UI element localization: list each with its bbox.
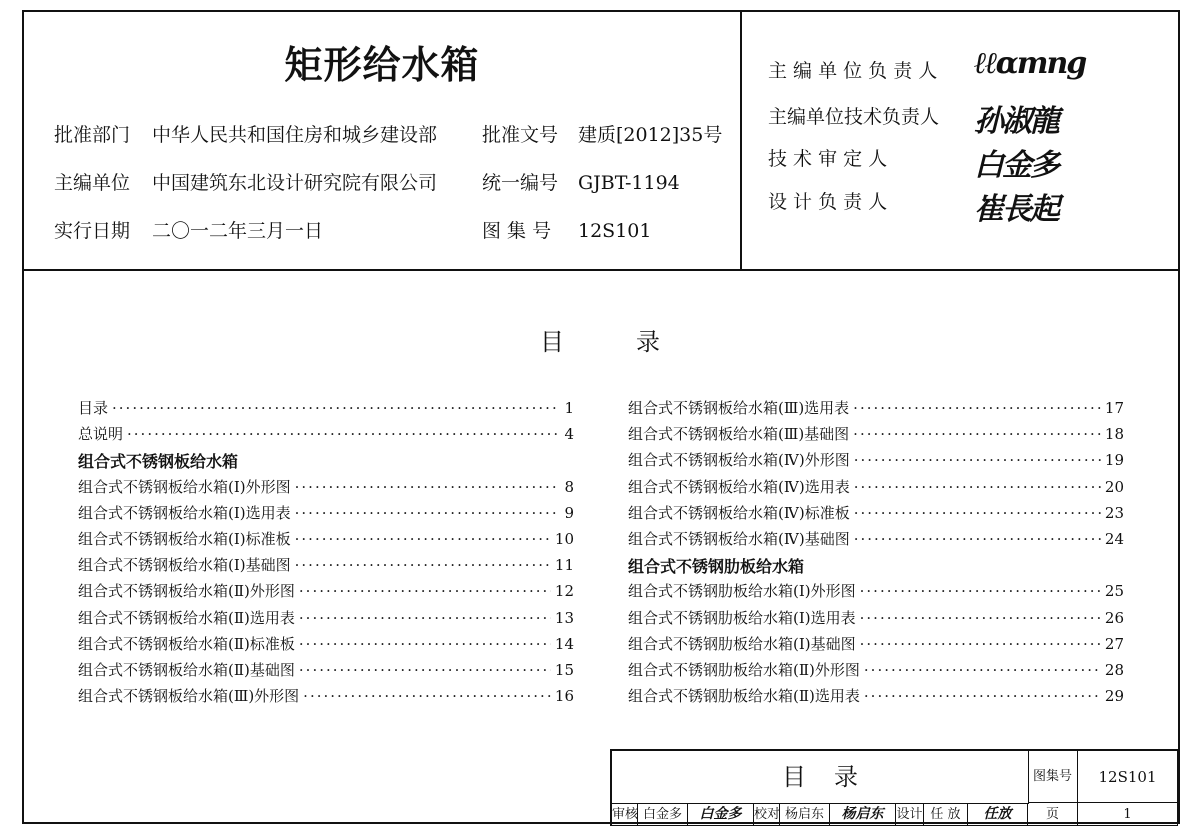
atlas-number-cell: 12S101 — [1078, 751, 1178, 803]
toc-entry[interactable] — [78, 659, 574, 685]
toc-entry-title: 组合式不锈钢肋板给水箱(Ⅰ)外形图 — [628, 582, 856, 601]
page-number-cell: 1 — [1078, 803, 1178, 826]
toc-entry-title: 组合式不锈钢板给水箱(Ⅲ)基础图 — [628, 425, 850, 444]
design-label: 设计 — [896, 803, 924, 826]
toc-column-right — [628, 397, 1124, 711]
signatory-row-1 — [768, 56, 968, 83]
toc-entry-title: 目录 — [78, 399, 109, 417]
toc-entry-page: 17 — [1104, 399, 1124, 417]
toc-leader-dots — [303, 687, 551, 705]
toc-leader-dots — [854, 478, 1101, 496]
toc-entry-page: 8 — [564, 477, 574, 496]
toc-entry-title: 组合式不锈钢板给水箱(Ⅳ)标准板 — [628, 503, 850, 522]
design-signature: 任放 — [968, 803, 1028, 826]
toc-leader-dots — [299, 635, 551, 653]
toc-heading-right: 录 — [636, 328, 660, 356]
toc-leader-dots — [864, 661, 1101, 679]
toc-entry[interactable] — [78, 476, 574, 502]
signature-2: 孙淑龍 — [974, 104, 1058, 139]
approval-info — [24, 12, 742, 269]
toc-leader-dots — [295, 478, 561, 496]
toc-leader-dots — [864, 687, 1101, 705]
toc-entry[interactable] — [628, 659, 1124, 685]
toc-entry-title: 组合式不锈钢板给水箱(Ⅰ)标准板 — [78, 529, 291, 548]
signatory-row-2 — [768, 102, 968, 129]
toc-leader-dots — [854, 451, 1101, 469]
toc-entry-title: 组合式不锈钢板给水箱(Ⅱ)外形图 — [78, 582, 295, 601]
toc-entry-title: 组合式不锈钢板给水箱(Ⅲ)外形图 — [78, 687, 300, 706]
document-title: 矩形给水箱 — [284, 43, 480, 87]
toc-entry-page: 27 — [1104, 634, 1124, 653]
page-label-cell: 页 — [1028, 803, 1078, 826]
signature-4: 崔長起 — [974, 192, 1058, 227]
toc-entry-page: 25 — [1104, 582, 1124, 601]
toc-entry-title: 组合式不锈钢板给水箱(Ⅳ)外形图 — [628, 451, 850, 470]
toc-leader-dots — [295, 504, 561, 522]
toc-entry-title: 组合式不锈钢肋板给水箱(Ⅰ)选用表 — [628, 608, 856, 627]
check-signature: 杨启东 — [830, 803, 896, 826]
toc-entry-title: 组合式不锈钢板给水箱(Ⅱ)选用表 — [78, 608, 295, 627]
toc-leader-dots — [299, 609, 551, 627]
unified-number-label: 统一编号 — [482, 172, 559, 194]
toc-entry-page: 14 — [554, 634, 574, 653]
toc-entry-title: 组合式不锈钢肋板给水箱(Ⅱ)选用表 — [628, 687, 860, 706]
toc-entry[interactable] — [628, 607, 1124, 633]
review-label: 审核 — [612, 803, 638, 826]
info-row-date — [54, 216, 651, 243]
atlas-number-value: 12S101 — [578, 220, 652, 242]
toc-entry[interactable] — [628, 685, 1124, 711]
toc-leader-dots — [853, 399, 1101, 417]
toc-entry[interactable] — [78, 502, 574, 528]
toc-entry-title: 组合式不锈钢板给水箱(Ⅰ)基础图 — [78, 556, 291, 575]
toc-entry-page: 10 — [554, 529, 574, 548]
toc-entry-title: 组合式不锈钢板给水箱(Ⅰ)选用表 — [78, 503, 291, 522]
check-name: 杨启东 — [780, 803, 830, 826]
toc-entry[interactable] — [78, 397, 574, 423]
toc-entry-title: 组合式不锈钢肋板给水箱(Ⅱ)外形图 — [628, 660, 860, 679]
toc-heading-left: 目 — [540, 328, 564, 356]
toc-leader-dots — [299, 661, 551, 679]
check-label: 校对 — [754, 803, 780, 826]
signatory-row-3 — [768, 144, 968, 171]
toc-entry-title: 组合式不锈钢板给水箱(Ⅱ)基础图 — [78, 660, 295, 679]
signatory-role: 技 术 审 定 人 — [768, 148, 888, 170]
signature-3: 白金多 — [974, 148, 1058, 183]
toc-entry-page: 23 — [1104, 503, 1124, 522]
title-block — [610, 749, 1180, 826]
toc-entry-page: 26 — [1104, 608, 1124, 627]
toc-leader-dots — [127, 425, 560, 443]
toc-entry[interactable] — [78, 685, 574, 711]
unified-number-value: GJBT-1194 — [578, 172, 680, 194]
toc-entry[interactable] — [628, 423, 1124, 449]
toc-leader-dots — [112, 399, 560, 417]
toc-leader-dots — [295, 556, 551, 574]
info-row-editor — [54, 168, 680, 195]
toc-entry[interactable] — [628, 397, 1124, 423]
toc-entry[interactable] — [78, 607, 574, 633]
toc-column-left — [78, 397, 574, 711]
signatory-row-4 — [768, 187, 968, 214]
toc-entry-page: 12 — [554, 582, 574, 601]
toc-entry-page: 29 — [1104, 687, 1124, 706]
toc-entry[interactable] — [628, 580, 1124, 606]
design-name: 任 放 — [924, 803, 968, 826]
toc-heading — [540, 322, 660, 357]
info-row-approval — [54, 120, 722, 147]
toc-entry-page: 16 — [554, 687, 574, 706]
toc-entry-page: 15 — [554, 660, 574, 679]
toc-entry[interactable] — [628, 502, 1124, 528]
signatory-role: 主编单位技术负责人 — [768, 106, 940, 128]
toc-entry[interactable] — [78, 580, 574, 606]
approval-dept-value: 中华人民共和国住房和城乡建设部 — [152, 124, 438, 146]
toc-entry[interactable] — [628, 528, 1124, 554]
approval-doc-value: 建质[2012]35号 — [578, 124, 723, 146]
signatory-role: 主 编 单 位 负 责 人 — [768, 60, 938, 82]
toc-entry-page: 13 — [554, 608, 574, 627]
toc-entry[interactable] — [628, 476, 1124, 502]
toc-section-heading: 组合式不锈钢肋板给水箱 — [628, 557, 805, 577]
toc-leader-dots — [854, 504, 1101, 522]
toc-entry-title: 组合式不锈钢板给水箱(Ⅰ)外形图 — [78, 477, 291, 496]
toc-entry-page: 1 — [564, 399, 574, 417]
approval-dept-label: 批准部门 — [54, 124, 131, 146]
toc-entry-title: 组合式不锈钢板给水箱(Ⅳ)选用表 — [628, 477, 850, 496]
toc-entry[interactable] — [78, 633, 574, 659]
toc-section-heading: 组合式不锈钢板给水箱 — [78, 452, 239, 472]
toc-leader-dots — [860, 582, 1101, 600]
toc-entry[interactable] — [78, 528, 574, 554]
review-name: 白金多 — [638, 803, 688, 826]
toc-entry-title: 组合式不锈钢板给水箱(Ⅲ)选用表 — [628, 399, 850, 417]
signature-1: ℓℓαmng — [974, 46, 1086, 81]
toc-leader-dots — [854, 530, 1101, 548]
toc-entry-page: 24 — [1104, 529, 1124, 548]
effective-date-label: 实行日期 — [54, 220, 131, 242]
toc-entry[interactable] — [78, 554, 574, 580]
toc-leader-dots — [860, 635, 1101, 653]
toc-entry-title: 组合式不锈钢板给水箱(Ⅳ)基础图 — [628, 529, 850, 548]
toc-leader-dots — [299, 582, 551, 600]
review-signature: 白金多 — [688, 803, 754, 826]
toc-entry-page: 11 — [554, 556, 574, 575]
toc-entry[interactable] — [628, 633, 1124, 659]
atlas-number-label: 图 集 号 — [482, 220, 552, 242]
toc-entry[interactable] — [78, 423, 574, 449]
toc-entry-title: 组合式不锈钢肋板给水箱(Ⅰ)基础图 — [628, 634, 856, 653]
toc-leader-dots — [295, 530, 551, 548]
effective-date-value: 二〇一二年三月一日 — [152, 220, 324, 242]
atlas-label-cell: 图集号 — [1028, 751, 1078, 803]
toc-entry-page: 28 — [1104, 660, 1124, 679]
toc-entry-page: 18 — [1104, 425, 1124, 444]
toc-entry-page: 20 — [1104, 477, 1124, 496]
toc-leader-dots — [853, 425, 1101, 443]
editor-unit-label: 主编单位 — [54, 172, 131, 194]
title-block-title — [612, 751, 1029, 804]
toc-entry-page: 19 — [1104, 451, 1124, 470]
editor-unit-value: 中国建筑东北设计研究院有限公司 — [152, 172, 438, 194]
title-block-title-left: 目 — [782, 763, 806, 791]
toc-leader-dots — [860, 609, 1101, 627]
toc-entry-title: 组合式不锈钢板给水箱(Ⅱ)标准板 — [78, 634, 295, 653]
signatory-role: 设 计 负 责 人 — [768, 191, 888, 213]
toc-entry[interactable] — [628, 449, 1124, 475]
toc-entry-page: 9 — [564, 503, 574, 522]
title-block-title-right: 录 — [834, 763, 858, 791]
toc-entry-title: 总说明 — [78, 425, 124, 444]
toc-entry-page: 4 — [564, 425, 574, 444]
approval-doc-label: 批准文号 — [482, 124, 559, 146]
